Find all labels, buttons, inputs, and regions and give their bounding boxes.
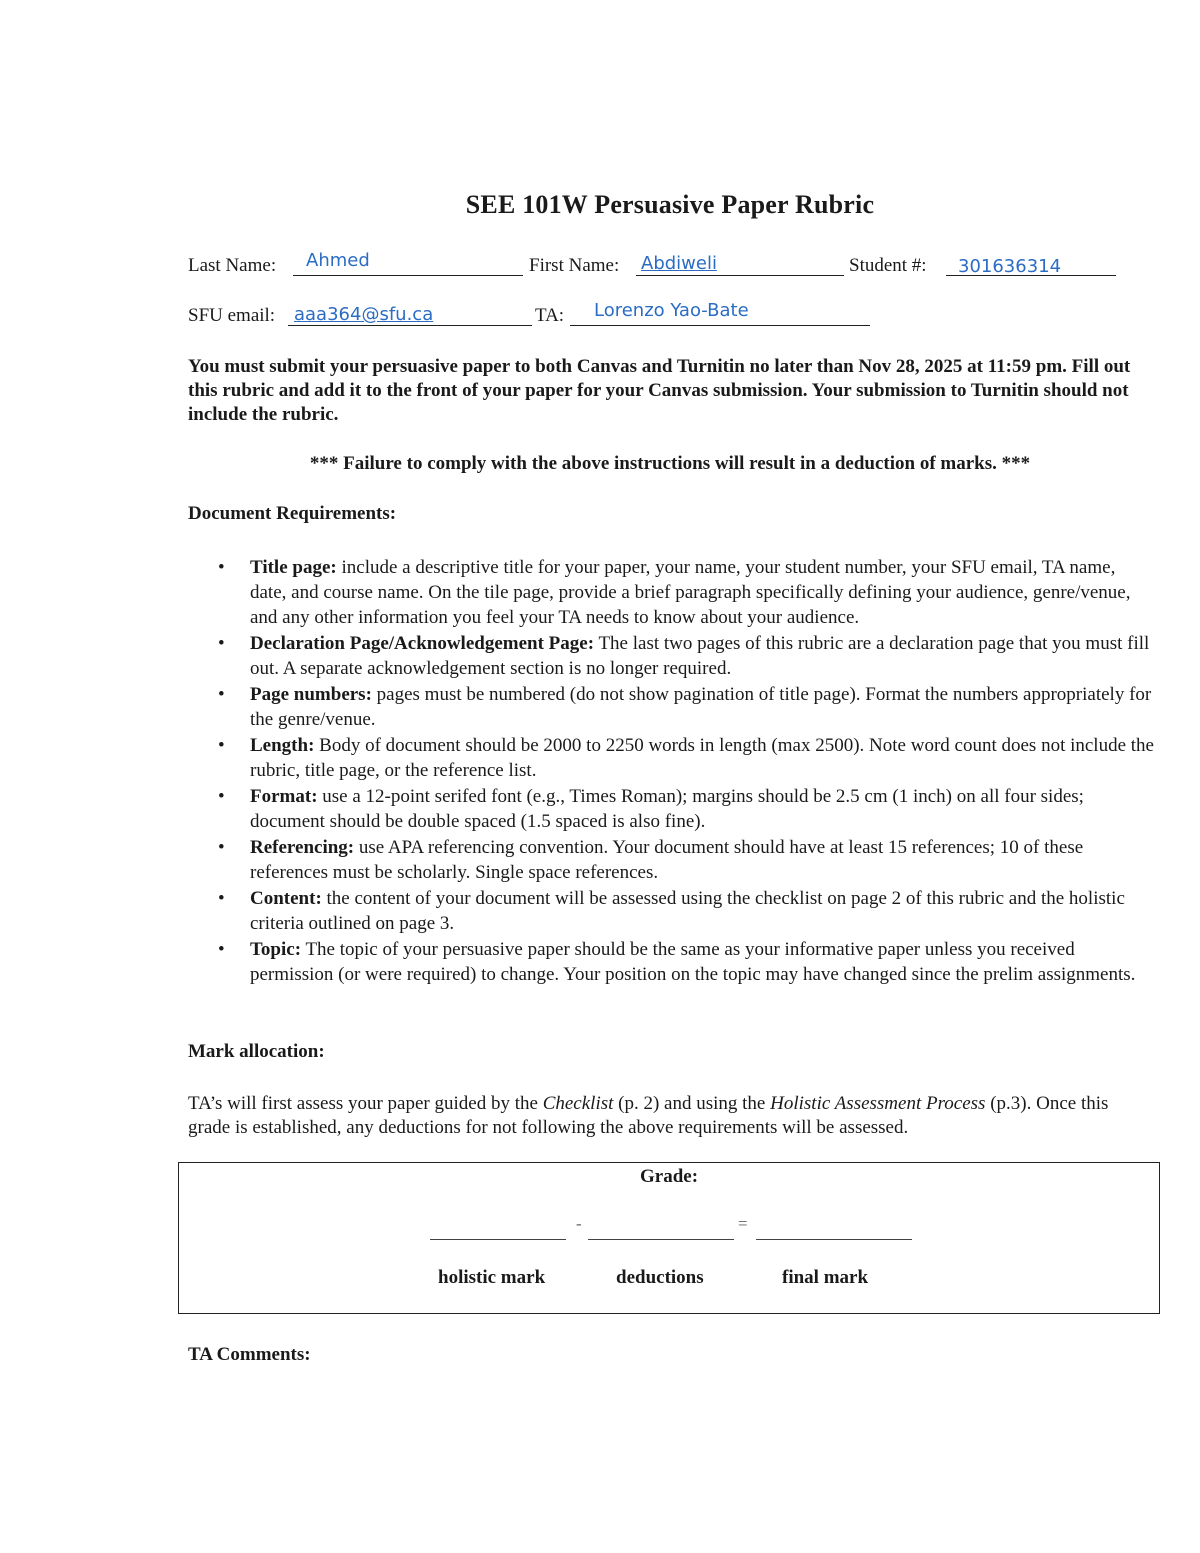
list-item — [250, 682, 1155, 732]
ta-comments-heading: TA Comments: — [188, 1344, 311, 1365]
ta-field[interactable]: Lorenzo Yao-Bate — [594, 300, 749, 321]
list-item — [250, 886, 1155, 936]
last-name-field[interactable]: Ahmed — [306, 250, 370, 271]
final-mark-label: final mark — [782, 1267, 869, 1288]
requirement-term: Length: — [250, 735, 315, 756]
mark-allocation-heading: Mark allocation: — [188, 1041, 325, 1062]
requirement-term: Referencing: — [250, 837, 355, 858]
mark-allocation-text — [188, 1092, 1148, 1140]
holistic-mark-blank[interactable] — [430, 1239, 566, 1240]
requirement-text: Body of document should be 2000 to 2250 words in length (max 2500). Note word count does not include the rubric, title page, or the reference list. — [250, 735, 1154, 781]
requirement-text: use APA referencing convention. Your document should have at least 15 references; 10 of these references must be scholarly. Single space references. — [250, 837, 1084, 883]
requirement-text: pages must be numbered (do not show pagination of title page). Format the numbers appropriately for the genre/venue. — [250, 684, 1152, 730]
ta-line — [570, 325, 870, 326]
alloc-text-2: (p. 2) and using the — [613, 1093, 771, 1114]
requirement-term: Title page: — [250, 557, 337, 578]
list-item — [250, 937, 1155, 987]
page-title: SEE 101W Persuasive Paper Rubric — [465, 190, 875, 219]
requirement-term: Content: — [250, 888, 322, 909]
requirement-term: Page numbers: — [250, 684, 372, 705]
requirements-list — [250, 555, 1155, 988]
last-name-line — [293, 275, 523, 276]
requirement-text: The last two pages of this rubric are a declaration page that you must fill out. A separate acknowledgement section is no longer required. — [250, 633, 1150, 679]
email-line — [288, 325, 532, 326]
minus-sign: - — [576, 1214, 582, 1233]
student-number-field[interactable]: 301636314 — [958, 256, 1062, 277]
requirements-heading: Document Requirements: — [188, 503, 397, 524]
submission-instructions: You must submit your persuasive paper to both Canvas and Turnitin no later than Nov 28, 2025 at 11:59 pm. Fill out this rubric and add it to the front of your paper for your Canvas submission. Your submission to Turnitin should not include the rubric. — [188, 356, 1131, 425]
requirement-text: include a descriptive title for your paper, your name, your student number, your SFU email, TA name, date, and course name. On the tile page, provide a brief paragraph specifically defining your audience, genre/venue, and any other information you feel your TA needs to know about your audience. — [250, 557, 1131, 628]
requirement-term: Declaration Page/Acknowledgement Page: — [250, 633, 595, 654]
list-item — [250, 631, 1155, 681]
requirement-term: Format: — [250, 786, 318, 807]
checklist-ref: Checklist — [542, 1093, 614, 1114]
list-item — [250, 835, 1155, 885]
first-name-field[interactable]: Abdiweli — [641, 253, 717, 274]
student-number-label: Student #: — [849, 255, 927, 276]
email-label: SFU email: — [188, 305, 276, 326]
deductions-blank[interactable] — [588, 1239, 734, 1240]
deductions-label: deductions — [616, 1267, 704, 1288]
alloc-text-1: TA’s will first assess your paper guided by the — [188, 1093, 543, 1114]
first-name-line — [636, 275, 844, 276]
holistic-ref: Holistic Assessment Process — [770, 1093, 986, 1114]
ta-label: TA: — [535, 305, 565, 326]
final-mark-blank[interactable] — [756, 1239, 912, 1240]
first-name-label: First Name: — [529, 255, 620, 276]
list-item — [250, 733, 1155, 783]
holistic-mark-label: holistic mark — [438, 1267, 546, 1288]
email-field[interactable]: aaa364@sfu.ca — [294, 304, 434, 325]
requirement-term: Topic: — [250, 939, 302, 960]
requirement-text: The topic of your persuasive paper should be the same as your informative paper unless you received permission (or were required) to change. Your position on the topic may have changed since the prelim assignments. — [250, 939, 1136, 985]
equals-sign: = — [738, 1214, 748, 1233]
requirement-text: the content of your document will be assessed using the checklist on page 2 of this rubric and the holistic criteria outlined on page 3. — [250, 888, 1125, 934]
last-name-label: Last Name: — [188, 255, 277, 276]
list-item — [250, 555, 1155, 630]
grade-title: Grade: — [640, 1166, 699, 1187]
alloc-text-3: (p.3). Once this grade is established, any deductions for not following the above requirements will be assessed. — [188, 1093, 1109, 1138]
list-item — [250, 784, 1155, 834]
deduction-warning: *** Failure to comply with the above instructions will result in a deduction of marks. *** — [309, 453, 1031, 474]
requirement-text: use a 12-point serifed font (e.g., Times Roman); margins should be 2.5 cm (1 inch) on all four sides; document should be double spaced (1.5 spaced is also fine). — [250, 786, 1084, 832]
